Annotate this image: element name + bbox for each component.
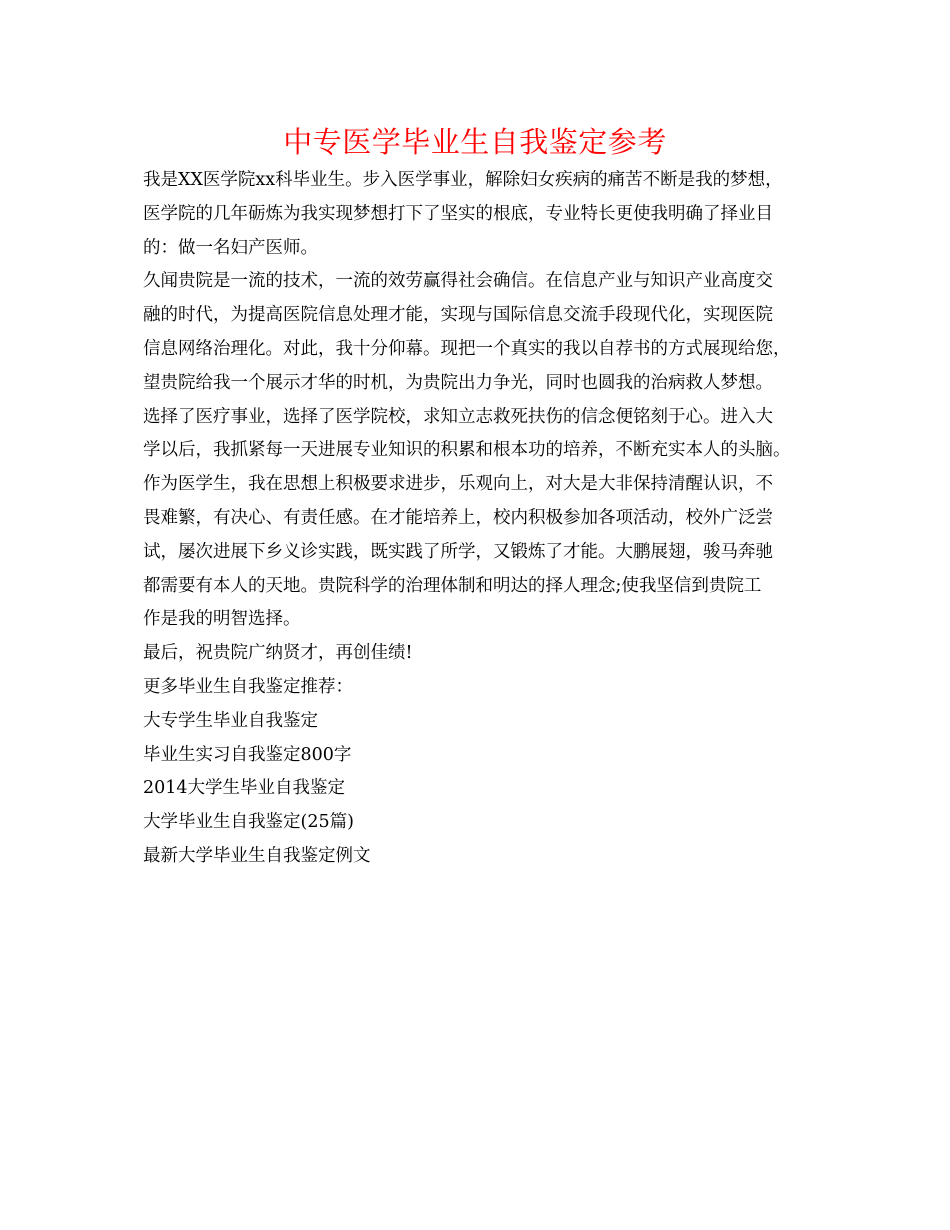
body-line: 的：做一名妇产医师。 (143, 237, 318, 258)
body-line: 医学院的几年砺炼为我实现梦想打下了坚实的根底，专业特长更使我明确了择业目 (143, 203, 773, 224)
body-line: 望贵院给我一个展示才华的时机，为贵院出力争光，同时也圆我的治病救人梦想。 (143, 372, 773, 393)
body-line: 融的时代，为提高医院信息处理才能，实现与国际信息交流手段现代化，实现医院 (143, 305, 773, 326)
body-line: 畏难繁，有决心、有责任感。在才能培养上，校内积极参加各项活动，校外广泛尝 (143, 507, 773, 528)
document-title: 中专医学毕业生自我鉴定参考 (283, 125, 667, 159)
recommend-link[interactable]: 大专学生毕业自我鉴定 (143, 710, 318, 731)
body-line: 信息网络治理化。对此，我十分仰幕。现把一个真实的我以自荐书的方式展现给您， (143, 338, 791, 359)
closing-line: 最后，祝贵院广纳贤才，再创佳绩! (143, 643, 413, 664)
body-line: 作为医学生，我在思想上积极要求进步，乐观向上，对大是大非保持清醒认识，不 (143, 474, 773, 495)
document-body (143, 164, 823, 874)
body-line: 试，屡次进展下乡义诊实践，既实践了所学，又锻炼了才能。大鹏展翅，骏马奔驰 (143, 541, 773, 562)
recommend-link[interactable]: 最新大学毕业生自我鉴定例文 (143, 845, 371, 866)
body-line: 都需要有本人的天地。贵院科学的治理体制和明达的择人理念;使我坚信到贵院工 (143, 575, 762, 596)
body-line: 作是我的明智选择。 (143, 609, 301, 630)
recommend-link[interactable]: 大学毕业生自我鉴定(25篇) (143, 812, 354, 833)
recommend-link[interactable]: 2014大学生毕业自我鉴定 (143, 778, 346, 799)
body-line: 久闻贵院是一流的技术，一流的效劳赢得社会确信。在信息产业与知识产业高度交 (143, 271, 773, 292)
recommend-heading: 更多毕业生自我鉴定推荐： (143, 676, 353, 697)
body-line: 学以后，我抓紧每一天进展专业知识的积累和根本功的培养，不断充实本人的头脑。 (143, 440, 791, 461)
body-line: 选择了医疗事业，选择了医学院校，求知立志救死扶伤的信念便铭刻于心。进入大 (143, 406, 773, 427)
body-line: 我是XX医学院xx科毕业生。步入医学事业，解除妇女疾病的痛苦不断是我的梦想， (143, 170, 783, 190)
recommend-link[interactable]: 毕业生实习自我鉴定800字 (143, 744, 352, 765)
